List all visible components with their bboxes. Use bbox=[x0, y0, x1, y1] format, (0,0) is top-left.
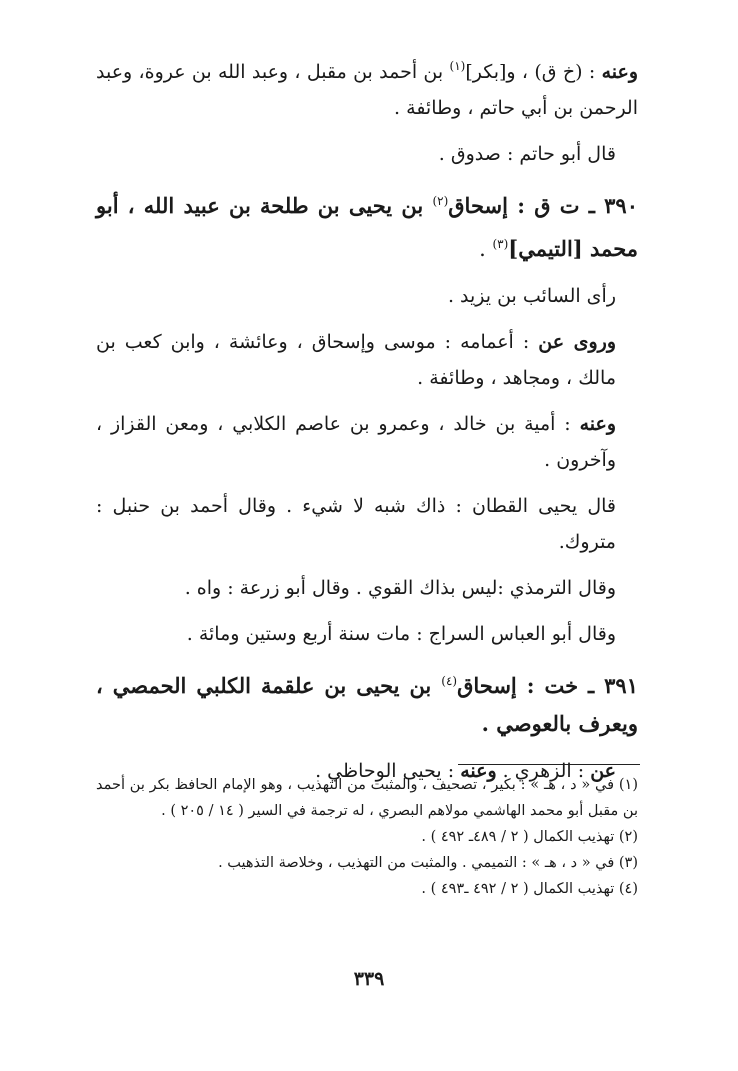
entry-391-name: بن يحيى بن علقمة الكلبي الحمصي ، ويعرف بالعوصي . bbox=[96, 673, 638, 736]
entry-390-head: ٣٩٠ ـ ت ق : إسحاق bbox=[448, 193, 638, 218]
footnote-4: (٤) تهذيب الكمال ( ٢ / ٤٩٢ ـ٤٩٣ ) . bbox=[421, 881, 638, 897]
footnotes bbox=[96, 772, 638, 902]
footnote-1: (١) في « د ، هـ » : بكير ، تصحيف ، والمثبت من التهذيب ، وهو الإمام الحافظ بكر بن أحمد بن مقبل أبو محمد الهاشمي مولاهم البصري ، له ترجمة في السير ( ١٤ / ٢٠٥ ) . bbox=[96, 777, 638, 819]
entry-390-end: . bbox=[479, 237, 493, 261]
footnote-ref-4[interactable]: (٤) bbox=[441, 674, 458, 688]
entry-391-title bbox=[96, 662, 638, 743]
main-text bbox=[96, 48, 638, 799]
footnote-3: (٣) في « د ، هـ » : التميمي . والمثبت من التهذيب ، وخلاصة التذهيب . bbox=[218, 855, 638, 871]
entry-390-name: بن يحيى بن طلحة بن عبيد الله ، أبو محمد [التيمي] bbox=[96, 193, 638, 261]
footnote-ref-3[interactable]: (٣) bbox=[492, 237, 509, 251]
label-anhu: وعنه bbox=[601, 61, 638, 83]
text: بن أحمد بن مقبل ، وعبد الله بن عروة، وعبد الرحمن بن أبي حاتم ، وطائفة . bbox=[96, 61, 638, 119]
page-number: ٣٣٩ bbox=[353, 968, 385, 990]
text: : يحيى الوحاظي . bbox=[315, 760, 455, 782]
footnote-2: (٢) تهذيب الكمال ( ٢ / ٤٨٩ـ ٤٩٢ ) . bbox=[421, 829, 638, 845]
paragraph-tirmidhi: وقال الترمذي :ليس بذاك القوي . وقال أبو زرعة : واه . bbox=[184, 577, 616, 599]
text: : أعمامه : موسى وإسحاق ، وعائشة ، وابن كعب بن مالك ، ومجاهد ، وطائفة . bbox=[96, 331, 616, 389]
label-anhu: وعنه bbox=[579, 413, 616, 435]
paragraph-students-1 bbox=[96, 48, 638, 126]
footnote-separator bbox=[458, 764, 640, 765]
label-anhu: وعنه bbox=[460, 760, 497, 782]
label-an: عن bbox=[590, 760, 616, 782]
paragraph-narrated-from bbox=[96, 324, 638, 396]
entry-391-head: ٣٩١ ـ خت : إسحاق bbox=[457, 673, 638, 698]
paragraph-students-2 bbox=[96, 406, 638, 478]
paragraph-abu-hatim: قال أبو حاتم : صدوق . bbox=[438, 143, 616, 165]
text: : الزهري . bbox=[496, 760, 585, 782]
label-rawa-an: وروى عن bbox=[538, 331, 617, 353]
entry-390-title bbox=[96, 182, 638, 268]
paragraph-qattan: قال يحيى القطان : ذاك شبه لا شيء . وقال أحمد بن حنبل : متروك. bbox=[96, 495, 616, 553]
footnote-ref-2[interactable]: (٢) bbox=[432, 194, 449, 208]
text: : (خ ق) ، و[بكر] bbox=[465, 61, 596, 83]
footnote-ref-1[interactable]: (١) bbox=[449, 59, 466, 73]
paragraph-sarraj: وقال أبو العباس السراج : مات سنة أربع وستين ومائة . bbox=[186, 623, 616, 645]
text: : أمية بن خالد ، وعمرو بن عاصم الكلابي ، ومعن القزاز ، وآخرون . bbox=[96, 413, 616, 471]
paragraph-saw: رأى السائب بن يزيد . bbox=[447, 285, 616, 307]
